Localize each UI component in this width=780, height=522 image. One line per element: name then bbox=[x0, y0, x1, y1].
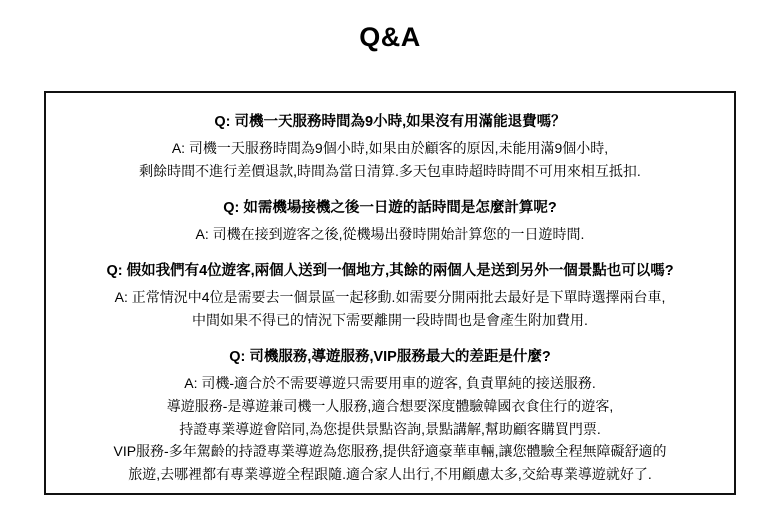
question-text: Q: 假如我們有4位遊客,兩個人送到一個地方,其餘的兩個人是送到另外一個景點也可以嗎? bbox=[106, 262, 674, 279]
question-text: Q: 如需機場接機之後一日遊的話時間是怎麼計算呢? bbox=[223, 199, 557, 216]
answer-line: A: 司機一天服務時間為9個小時,如果由於顧客的原因,未能用滿9個小時, bbox=[171, 140, 609, 157]
answer-line: 剩餘時間不進行差價退款,時間為當日清算.多天包車時超時時間不可用來相互抵扣. bbox=[139, 163, 641, 180]
qa-page bbox=[0, 22, 780, 522]
answer-line: A: 正常情況中4位是需要去一個景區一起移動.如需要分開兩批去最好是下單時選擇兩台車, bbox=[114, 289, 666, 306]
answer-line: A: 司機在接到遊客之後,從機場出發時開始計算您的一日遊時間. bbox=[195, 226, 585, 243]
question-text: Q: 司機一天服務時間為9小時,如果沒有用滿能退費嗎？ bbox=[214, 114, 566, 130]
answer-line: 中間如果不得已的情況下需要離開一段時間也是會產生附加費用. bbox=[192, 312, 588, 329]
page-title: Q&A bbox=[359, 22, 421, 52]
qa-item bbox=[62, 197, 718, 246]
qa-item bbox=[62, 111, 718, 183]
question-text: Q: 司機服務,導遊服務,VIP服務最大的差距是什麼? bbox=[229, 348, 551, 365]
answer-line: 旅遊,去哪裡都有專業導遊全程跟隨.適合家人出行,不用顧慮太多,交給專業導遊就好了. bbox=[128, 465, 652, 482]
answer-line: 導遊服務-是導遊兼司機一人服務,適合想要深度體驗韓國衣食住行的遊客, bbox=[166, 397, 614, 414]
qa-container bbox=[44, 91, 736, 495]
answer-line: A: 司機-適合於不需要導遊只需要用車的遊客, 負責單純的接送服務. bbox=[184, 375, 596, 392]
qa-item bbox=[62, 260, 718, 332]
answer-line: VIP服務-多年駕齡的持證專業導遊為您服務,提供舒適豪華車輛,讓您體驗全程無障礙舒適的 bbox=[113, 443, 667, 460]
qa-item bbox=[62, 346, 718, 486]
answer-line: 持證專業導遊會陪同,為您提供景點咨詢,景點講解,幫助顧客購買門票. bbox=[179, 420, 601, 437]
